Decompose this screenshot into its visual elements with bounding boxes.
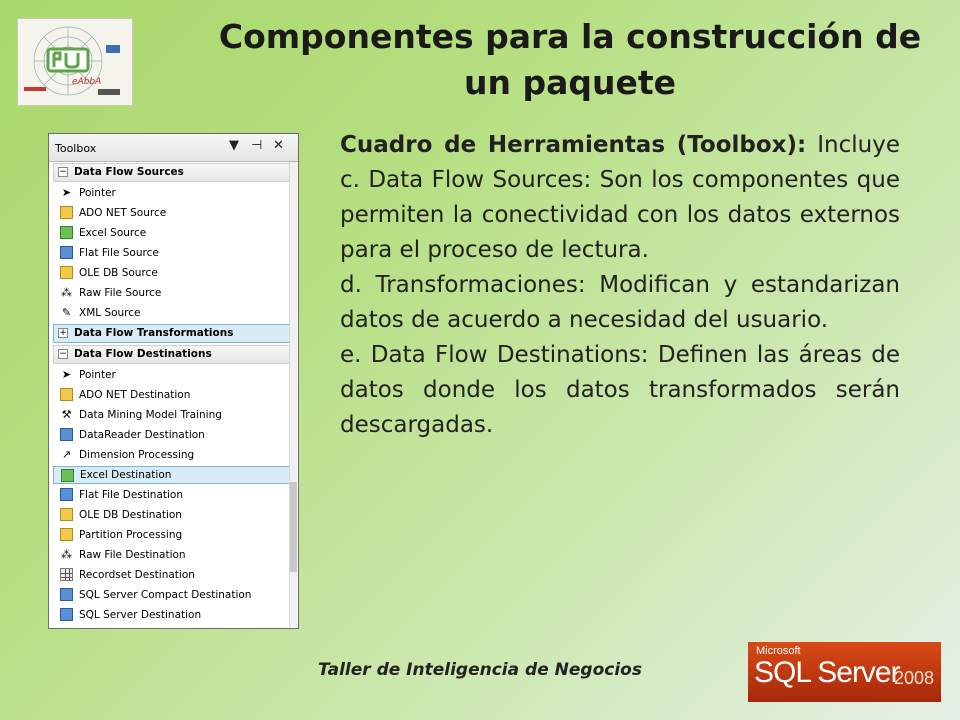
pointer-icon: ➤ <box>61 186 72 199</box>
datareader-icon <box>60 428 73 441</box>
toolbox-item-label: Excel Destination <box>80 469 172 481</box>
toolbox-item[interactable] <box>53 244 291 262</box>
toolbox-panel <box>48 133 299 629</box>
logo-text: eAbbA <box>72 77 102 87</box>
toolbox-item-label: Flat File Destination <box>79 489 184 501</box>
description-text <box>340 128 900 443</box>
toolbox-item[interactable] <box>53 304 291 322</box>
group-label: Data Flow Destinations <box>74 348 212 360</box>
toolbox-item[interactable] <box>53 406 291 424</box>
toolbox-item-label: OLE DB Destination <box>79 509 182 521</box>
toolbox-item-label: ADO NET Destination <box>79 389 191 401</box>
hammer-icon: ⚒ <box>61 408 72 421</box>
xml-icon: ✎ <box>61 306 72 319</box>
ole-db-icon <box>60 266 73 279</box>
group-data-flow-destinations[interactable] <box>53 345 291 364</box>
toolbox-item[interactable] <box>53 284 291 302</box>
slide-title: Componentes para la construcción de un paquete <box>218 17 922 102</box>
raw-file-icon: ⁂ <box>61 286 72 299</box>
logo-version: 2008 <box>894 668 935 688</box>
toolbox-item-label: Dimension Processing <box>79 449 195 461</box>
toolbox-item-label: Partition Processing <box>79 529 183 541</box>
scrollbar-thumb[interactable] <box>290 482 297 572</box>
footer-text: Taller de Inteligencia de Negocios <box>318 660 642 680</box>
collapse-icon[interactable]: − <box>59 349 67 359</box>
toolbox-item[interactable] <box>53 546 291 564</box>
expand-icon[interactable]: + <box>59 328 67 338</box>
flat-file-icon <box>60 246 73 259</box>
toolbox-heading: Cuadro de Herramientas (Toolbox): <box>340 132 807 158</box>
ole-db-icon <box>60 508 73 521</box>
toolbox-item-label: Data Mining Model Training <box>79 409 222 421</box>
grid-icon <box>60 568 73 581</box>
toolbox-item[interactable] <box>53 506 291 524</box>
cube-icon <box>60 528 73 541</box>
excel-icon <box>60 226 73 239</box>
sql-compact-icon <box>60 588 73 601</box>
toolbox-item-label: Raw File Destination <box>79 549 186 561</box>
toolbox-item-label: SQL Server Destination <box>79 609 202 621</box>
toolbox-item[interactable] <box>53 586 291 604</box>
toolbox-item[interactable] <box>53 184 291 202</box>
scrollbar[interactable] <box>289 162 297 627</box>
toolbox-item[interactable] <box>53 224 291 242</box>
toolbox-item-label: XML Source <box>79 307 141 319</box>
toolbox-item-label: Pointer <box>79 187 116 199</box>
ado-net-icon <box>60 388 73 401</box>
toolbox-item[interactable] <box>53 264 291 282</box>
toolbox-item-label: DataReader Destination <box>79 429 205 441</box>
destinations-description: e. Data Flow Destinations: Definen las áreas de datos donde los datos transformados serán descargadas. <box>340 342 900 438</box>
radar-logo-icon <box>18 19 132 105</box>
pin-icon[interactable]: ⊣ <box>251 138 263 153</box>
toolbox-list <box>53 163 291 626</box>
toolbox-item[interactable] <box>53 526 291 544</box>
group-data-flow-transformations[interactable] <box>53 324 291 343</box>
flat-file-icon <box>60 488 73 501</box>
toolbox-item[interactable] <box>53 426 291 444</box>
sql-server-logo <box>748 642 941 702</box>
toolbox-header <box>49 134 298 162</box>
toolbox-item-label: Recordset Destination <box>79 569 195 581</box>
ado-net-icon <box>60 206 73 219</box>
logo-product: SQL Server <box>754 656 900 689</box>
excel-icon <box>61 469 74 482</box>
toolbox-item[interactable] <box>53 566 291 584</box>
toolbox-item[interactable] <box>53 486 291 504</box>
toolbox-item-label: Raw File Source <box>79 287 162 299</box>
toolbox-item[interactable] <box>53 466 291 484</box>
close-icon[interactable]: ✕ <box>273 138 284 153</box>
toolbox-item[interactable] <box>53 386 291 404</box>
group-data-flow-sources[interactable] <box>53 163 291 182</box>
toolbox-item[interactable] <box>53 366 291 384</box>
toolbox-item-label: OLE DB Source <box>79 267 158 279</box>
toolbox-item-label: ADO NET Source <box>79 207 167 219</box>
toolbox-item[interactable] <box>53 204 291 222</box>
pointer-icon: ➤ <box>61 368 72 381</box>
dropdown-icon[interactable]: ▼ <box>229 138 239 153</box>
toolbox-title: Toolbox <box>55 142 97 155</box>
group-label: Data Flow Sources <box>74 166 184 178</box>
toolbox-item[interactable] <box>53 606 291 624</box>
sources-description: Incluye c. Data Flow Sources: Son los componentes que permiten la conectividad con los datos externos para el proceso de lectura. <box>340 132 901 263</box>
paragraph-toolbox <box>340 128 900 268</box>
toolbox-item[interactable] <box>53 446 291 464</box>
toolbox-item-label: Flat File Source <box>79 247 159 259</box>
transformations-description: d. Transformaciones: Modifican y estandarizan datos de acuerdo a necesidad del usuario. <box>340 272 900 333</box>
toolbox-item-label: Excel Source <box>79 227 147 239</box>
group-label: Data Flow Transformations <box>74 327 234 339</box>
dimension-icon: ↗ <box>61 448 72 461</box>
logo-microsoft: Microsoft <box>756 645 801 657</box>
sql-server-icon <box>60 608 73 621</box>
toolbox-item-label: SQL Server Compact Destination <box>79 589 252 601</box>
raw-file-icon: ⁂ <box>61 548 72 561</box>
toolbox-item-label: Pointer <box>79 369 116 381</box>
collapse-icon[interactable]: − <box>59 167 67 177</box>
institution-logo <box>17 18 133 106</box>
